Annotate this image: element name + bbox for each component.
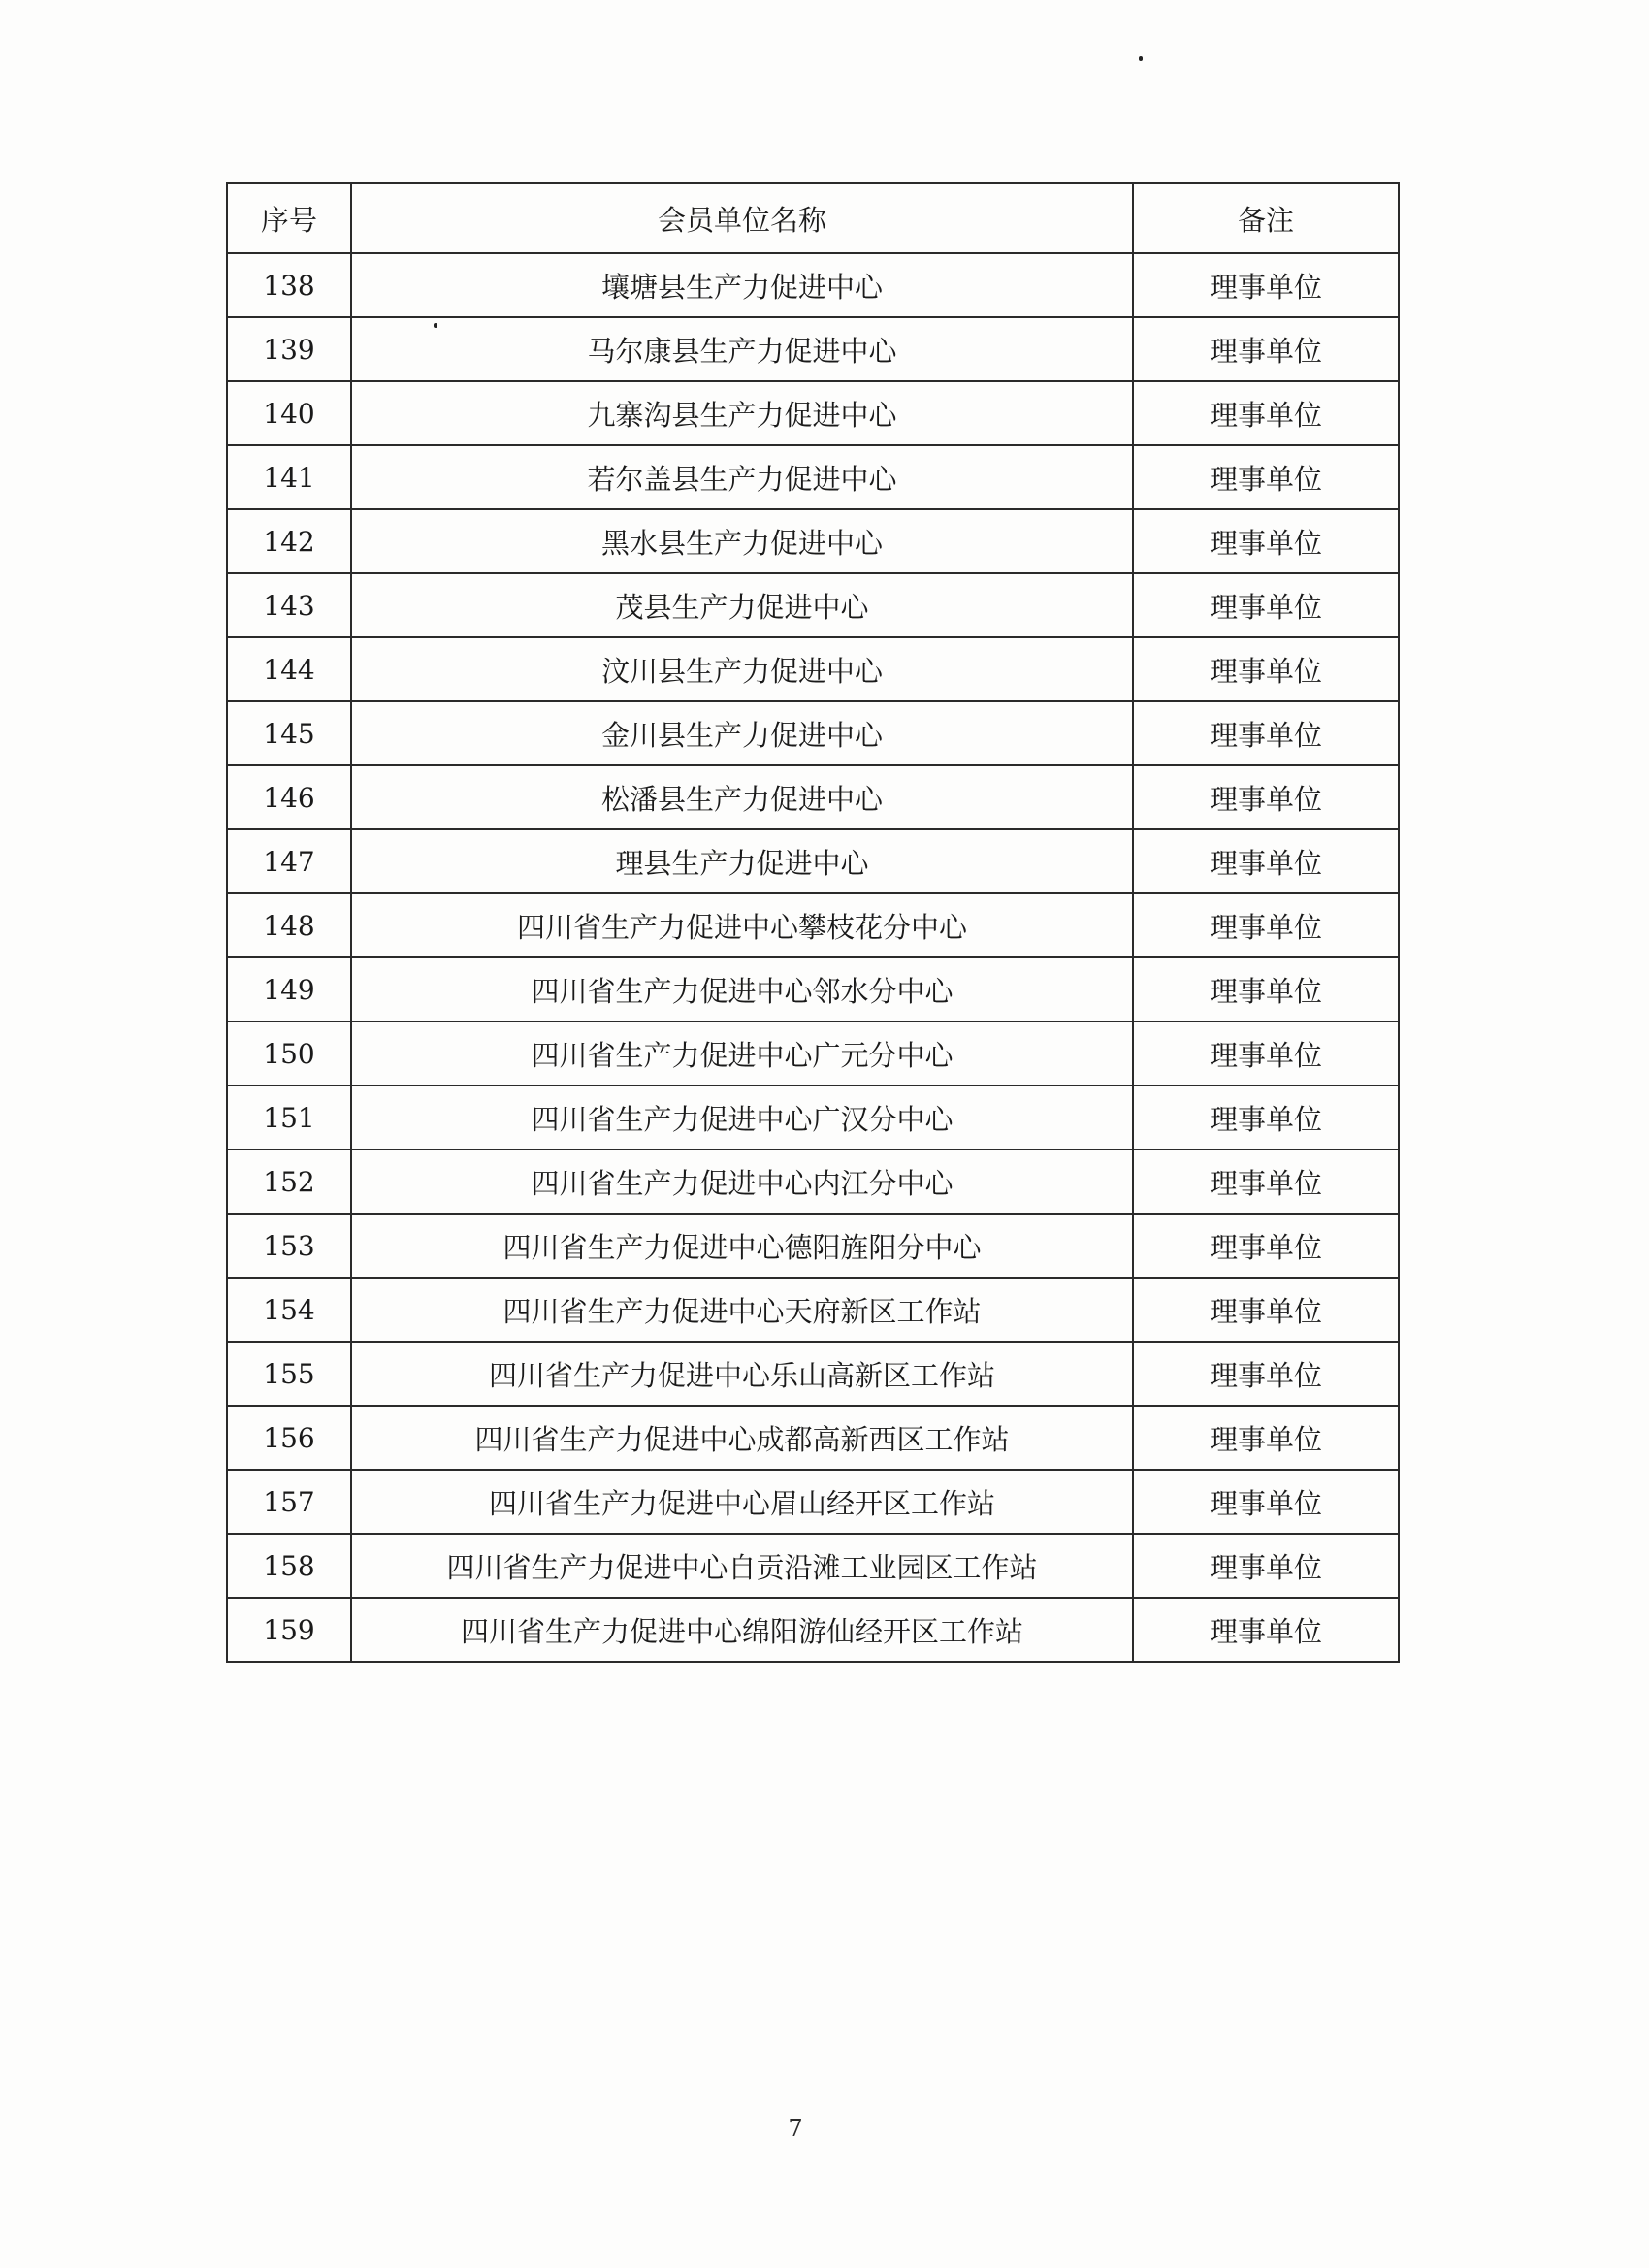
member-note: 理事单位 [1133,893,1399,957]
row-number: 138 [227,253,351,317]
member-note: 理事单位 [1133,1214,1399,1278]
member-unit-name: 汶川县生产力促进中心 [351,637,1133,701]
member-note: 理事单位 [1133,381,1399,445]
row-number: 154 [227,1278,351,1342]
table-row [227,765,1399,829]
table-row [227,1278,1399,1342]
member-note: 理事单位 [1133,701,1399,765]
table-row [227,317,1399,381]
row-number: 146 [227,765,351,829]
member-unit-name: 松潘县生产力促进中心 [351,765,1133,829]
member-unit-name: 四川省生产力促进中心内江分中心 [351,1150,1133,1214]
member-unit-name: 金川县生产力促进中心 [351,701,1133,765]
member-note: 理事单位 [1133,1021,1399,1085]
row-number: 147 [227,829,351,893]
member-note: 理事单位 [1133,445,1399,509]
row-number: 139 [227,317,351,381]
table-row [227,573,1399,637]
table-row [227,637,1399,701]
table-row [227,1150,1399,1214]
member-note: 理事单位 [1133,1470,1399,1534]
row-number: 141 [227,445,351,509]
member-unit-name: 四川省生产力促进中心攀枝花分中心 [351,893,1133,957]
row-number: 152 [227,1150,351,1214]
member-unit-name: 九寨沟县生产力促进中心 [351,381,1133,445]
table-row [227,253,1399,317]
member-table [226,182,1400,1663]
member-unit-name: 马尔康县生产力促进中心 [351,317,1133,381]
member-unit-name: 茂县生产力促进中心 [351,573,1133,637]
member-unit-name: 黑水县生产力促进中心 [351,509,1133,573]
row-number: 155 [227,1342,351,1406]
member-note: 理事单位 [1133,573,1399,637]
header-row [227,183,1399,253]
member-note: 理事单位 [1133,1278,1399,1342]
row-number: 158 [227,1534,351,1598]
table-row [227,445,1399,509]
table-row [227,893,1399,957]
member-note: 理事单位 [1133,1598,1399,1662]
row-number: 143 [227,573,351,637]
member-note: 理事单位 [1133,509,1399,573]
table-row [227,957,1399,1021]
member-note: 理事单位 [1133,829,1399,893]
row-number: 150 [227,1021,351,1085]
table-row [227,701,1399,765]
table-row [227,1470,1399,1534]
row-number: 148 [227,893,351,957]
table-row [227,1406,1399,1470]
row-number: 140 [227,381,351,445]
member-note: 理事单位 [1133,253,1399,317]
row-number: 157 [227,1470,351,1534]
table-row [227,1085,1399,1150]
header-note: 备注 [1133,183,1399,253]
row-number: 156 [227,1406,351,1470]
member-unit-name: 四川省生产力促进中心邻水分中心 [351,957,1133,1021]
member-note: 理事单位 [1133,957,1399,1021]
table-row [227,1021,1399,1085]
member-note: 理事单位 [1133,1150,1399,1214]
row-number: 151 [227,1085,351,1150]
member-unit-name: 四川省生产力促进中心广汉分中心 [351,1085,1133,1150]
row-number: 144 [227,637,351,701]
member-unit-name: 四川省生产力促进中心德阳旌阳分中心 [351,1214,1133,1278]
row-number: 159 [227,1598,351,1662]
member-table-body [227,253,1399,1662]
member-note: 理事单位 [1133,765,1399,829]
member-note: 理事单位 [1133,637,1399,701]
row-number: 142 [227,509,351,573]
member-note: 理事单位 [1133,1342,1399,1406]
header-name: 会员单位名称 [351,183,1133,253]
member-unit-name: 四川省生产力促进中心成都高新西区工作站 [351,1406,1133,1470]
member-unit-name: 四川省生产力促进中心天府新区工作站 [351,1278,1133,1342]
member-unit-name: 理县生产力促进中心 [351,829,1133,893]
member-unit-name: 壤塘县生产力促进中心 [351,253,1133,317]
row-number: 153 [227,1214,351,1278]
member-note: 理事单位 [1133,317,1399,381]
member-table-header [227,183,1399,253]
member-unit-name: 若尔盖县生产力促进中心 [351,445,1133,509]
table-row [227,829,1399,893]
member-unit-name: 四川省生产力促进中心广元分中心 [351,1021,1133,1085]
member-note: 理事单位 [1133,1406,1399,1470]
member-unit-name: 四川省生产力促进中心乐山高新区工作站 [351,1342,1133,1406]
row-number: 145 [227,701,351,765]
member-unit-name: 四川省生产力促进中心眉山经开区工作站 [351,1470,1133,1534]
table-row [227,381,1399,445]
table-row [227,1214,1399,1278]
table-row [227,509,1399,573]
header-no: 序号 [227,183,351,253]
member-note: 理事单位 [1133,1085,1399,1150]
member-unit-name: 四川省生产力促进中心自贡沿滩工业园区工作站 [351,1534,1133,1598]
table-row [227,1598,1399,1662]
member-note: 理事单位 [1133,1534,1399,1598]
table-row [227,1534,1399,1598]
page-number: 7 [788,2115,803,2142]
member-unit-name: 四川省生产力促进中心绵阳游仙经开区工作站 [351,1598,1133,1662]
row-number: 149 [227,957,351,1021]
scan-speck [1139,56,1143,61]
table-row [227,1342,1399,1406]
